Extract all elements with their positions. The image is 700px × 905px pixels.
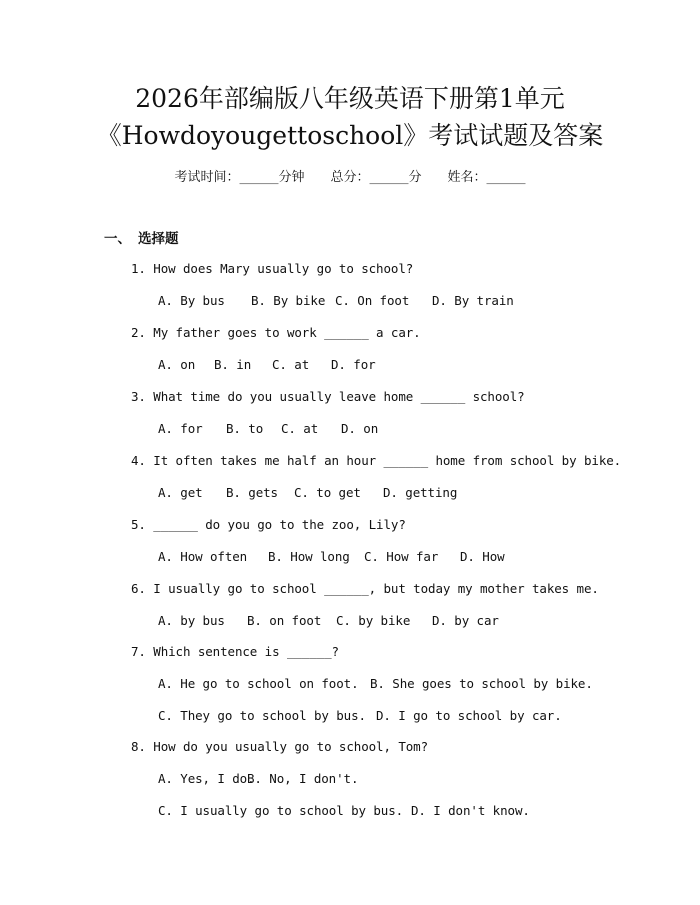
question-stem: 5. ______ do you go to the zoo, Lily? <box>131 517 406 532</box>
option-b: B. No, I don't. <box>247 771 359 786</box>
option-a: A. He go to school on foot. <box>158 676 359 691</box>
option-c: C. by bike <box>336 613 411 628</box>
section-title: 选择题 <box>138 231 179 247</box>
option-a: A. By bus <box>158 293 225 308</box>
options-row <box>158 420 378 438</box>
options-row <box>158 612 499 630</box>
option-c: C. at <box>281 421 319 436</box>
option-a: A. for <box>158 421 203 436</box>
option-d: D. getting <box>383 485 458 500</box>
option-d: D. By train <box>432 293 514 308</box>
option-b: B. How long <box>268 549 350 564</box>
options-row <box>158 548 505 566</box>
options-row <box>158 292 514 310</box>
options-row <box>158 707 562 725</box>
options-row <box>158 802 530 820</box>
option-b: B. in <box>214 357 252 372</box>
options-row <box>158 770 358 788</box>
options-row <box>158 484 457 502</box>
option-d: D. I don't know. <box>411 803 530 818</box>
option-d: D. How <box>460 549 505 564</box>
question-stem: 8. How do you usually go to school, Tom? <box>131 739 429 754</box>
option-d: D. I go to school by car. <box>376 708 562 723</box>
question-stem: 6. I usually go to school ______, but today my mother takes me. <box>131 581 599 596</box>
option-a: A. on <box>158 357 196 372</box>
option-c: C. at <box>272 357 310 372</box>
option-b: B. By bike <box>251 293 326 308</box>
option-b: B. She goes to school by bike. <box>370 676 593 691</box>
option-b: B. to <box>226 421 264 436</box>
question-stem: 2. My father goes to work ______ a car. <box>131 325 421 340</box>
section-number: 一、 <box>104 231 131 247</box>
options-row <box>158 356 376 374</box>
option-d: D. by car <box>432 613 499 628</box>
option-c: C. On foot <box>335 293 410 308</box>
exam-info-row <box>0 168 700 188</box>
options-row <box>158 675 593 693</box>
option-d: D. on <box>341 421 379 436</box>
question-stem: 4. It often takes me half an hour ______ home from school by bike. <box>131 453 622 468</box>
option-d: D. for <box>331 357 376 372</box>
option-a: A. Yes, I do. <box>158 771 255 786</box>
option-b: B. gets <box>226 485 278 500</box>
question-stem: 1. How does Mary usually go to school? <box>131 261 414 276</box>
total-score-label: 总分：______分 <box>330 170 422 185</box>
option-a: A. get <box>158 485 203 500</box>
option-b: B. on foot <box>247 613 322 628</box>
question-stem: 7. Which sentence is ______? <box>131 644 339 659</box>
option-c: C. to get <box>294 485 361 500</box>
section-heading <box>104 229 179 249</box>
option-c: C. How far <box>364 549 439 564</box>
question-stem: 3. What time do you usually leave home ______ school? <box>131 389 525 404</box>
exam-title-line-2: 《Howdoyougettoschool》考试试题及答案 <box>96 121 604 150</box>
option-c: C. They go to school by bus. <box>158 708 366 723</box>
student-name-label: 姓名：______ <box>447 170 526 185</box>
option-c: C. I usually go to school by bus. <box>158 803 404 818</box>
exam-title-line-1: 2026年部编版八年级英语下册第1单元 <box>135 84 565 113</box>
exam-time-label: 考试时间：______分钟 <box>174 170 305 185</box>
option-a: A. by bus <box>158 613 225 628</box>
option-a: A. How often <box>158 549 248 564</box>
